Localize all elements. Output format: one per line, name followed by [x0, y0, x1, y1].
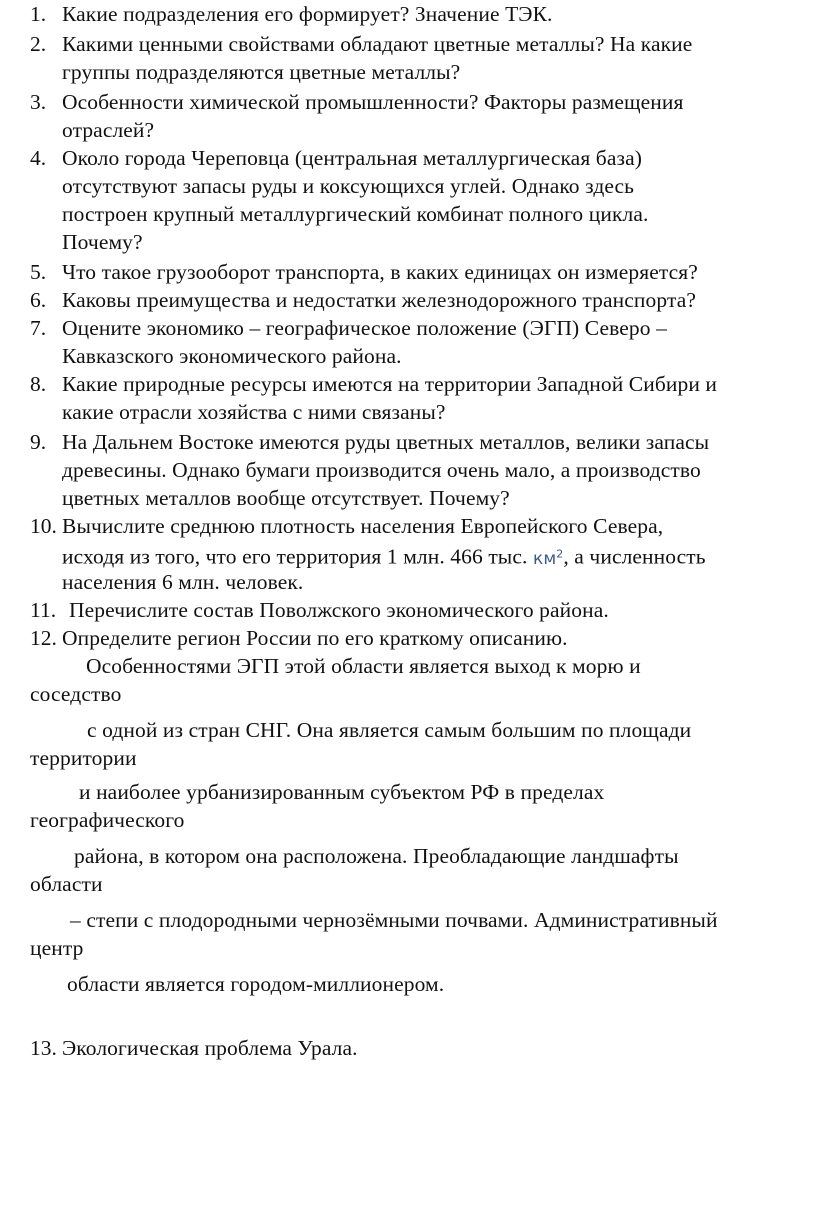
unit-label: км [532, 548, 557, 569]
question-text: группы подразделяются цветные металлы? [62, 60, 461, 84]
question-number: 5. [30, 260, 47, 284]
question-number: 7. [30, 316, 47, 340]
question-text: Какими ценными свойствами обладают цветные металлы? На какие [62, 32, 693, 56]
description-line: области является городом-миллионером. [67, 972, 445, 996]
question-text: Какие природные ресурсы имеются на территории Западной Сибири и [62, 372, 718, 396]
question-text: , а численность [563, 544, 706, 569]
description-line: географического [30, 808, 185, 832]
question-text: Оцените экономико – географическое положение (ЭГП) Северо – [62, 316, 667, 340]
question-number: 8. [30, 372, 47, 396]
question-number: 13. [30, 1036, 57, 1060]
description-line: центр [30, 936, 84, 960]
unit-superscript: 2 [556, 547, 564, 560]
question-number: 11. [30, 598, 57, 622]
question-number: 10. [30, 514, 57, 538]
question-text: Каковы преимущества и недостатки железнодорожного транспорта? [62, 288, 696, 312]
description-line: области [30, 872, 103, 896]
question-text: населения 6 млн. человек. [62, 570, 304, 594]
description-line: с одной из стран СНГ. Она является самым большим по площади [87, 718, 692, 742]
question-text: Перечислите состав Поволжского экономического района. [69, 598, 609, 622]
question-text: Особенности химической промышленности? Факторы размещения [62, 90, 684, 114]
question-text: Что такое грузооборот транспорта, в каких единицах он измеряется? [62, 260, 698, 284]
question-number: 9. [30, 430, 47, 454]
question-number: 1. [30, 2, 47, 26]
description-line: – степи с плодородными чернозёмными почвами. Административный [70, 908, 718, 932]
question-text: Определите регион России по его краткому описанию. [62, 626, 568, 650]
question-text: Кавказского экономического района. [62, 344, 402, 368]
question-text: Около города Череповца (центральная металлургическая база) [62, 146, 642, 170]
description-line: Особенностями ЭГП этой области является выход к морю и [86, 654, 641, 678]
question-text: исходя из того, что его территория 1 млн. 466 тыс. [62, 544, 533, 569]
question-number: 4. [30, 146, 47, 170]
question-text: Почему? [62, 230, 143, 254]
unit-km2 [533, 549, 563, 569]
question-text: На Дальнем Востоке имеются руды цветных металлов, велики запасы [62, 430, 710, 454]
question-number: 6. [30, 288, 47, 312]
question-text: отсутствуют запасы руды и коксующихся углей. Однако здесь [62, 174, 635, 198]
question-text: построен крупный металлургический комбинат полного цикла. [62, 202, 649, 226]
description-line: района, в котором она расположена. Преобладающие ландшафты [74, 844, 679, 868]
question-text: Вычислите среднюю плотность населения Европейского Севера, [62, 514, 664, 538]
question-text: отраслей? [62, 118, 155, 142]
question-number: 2. [30, 32, 47, 56]
question-text: Какие подразделения его формирует? Значение ТЭК. [62, 2, 553, 26]
description-line: территории [30, 746, 137, 770]
description-line: и наиболее урбанизированным субъектом РФ в пределах [79, 780, 605, 804]
question-number: 3. [30, 90, 47, 114]
description-line: соседство [30, 682, 122, 706]
question-number: 12. [30, 626, 57, 650]
question-text: какие отрасли хозяйства с ними связаны? [62, 400, 446, 424]
question-text: цветных металлов вообще отсутствует. Почему? [62, 486, 510, 510]
question-text: древесины. Однако бумаги производится очень мало, а производство [62, 458, 701, 482]
question-text: Экологическая проблема Урала. [62, 1036, 358, 1060]
